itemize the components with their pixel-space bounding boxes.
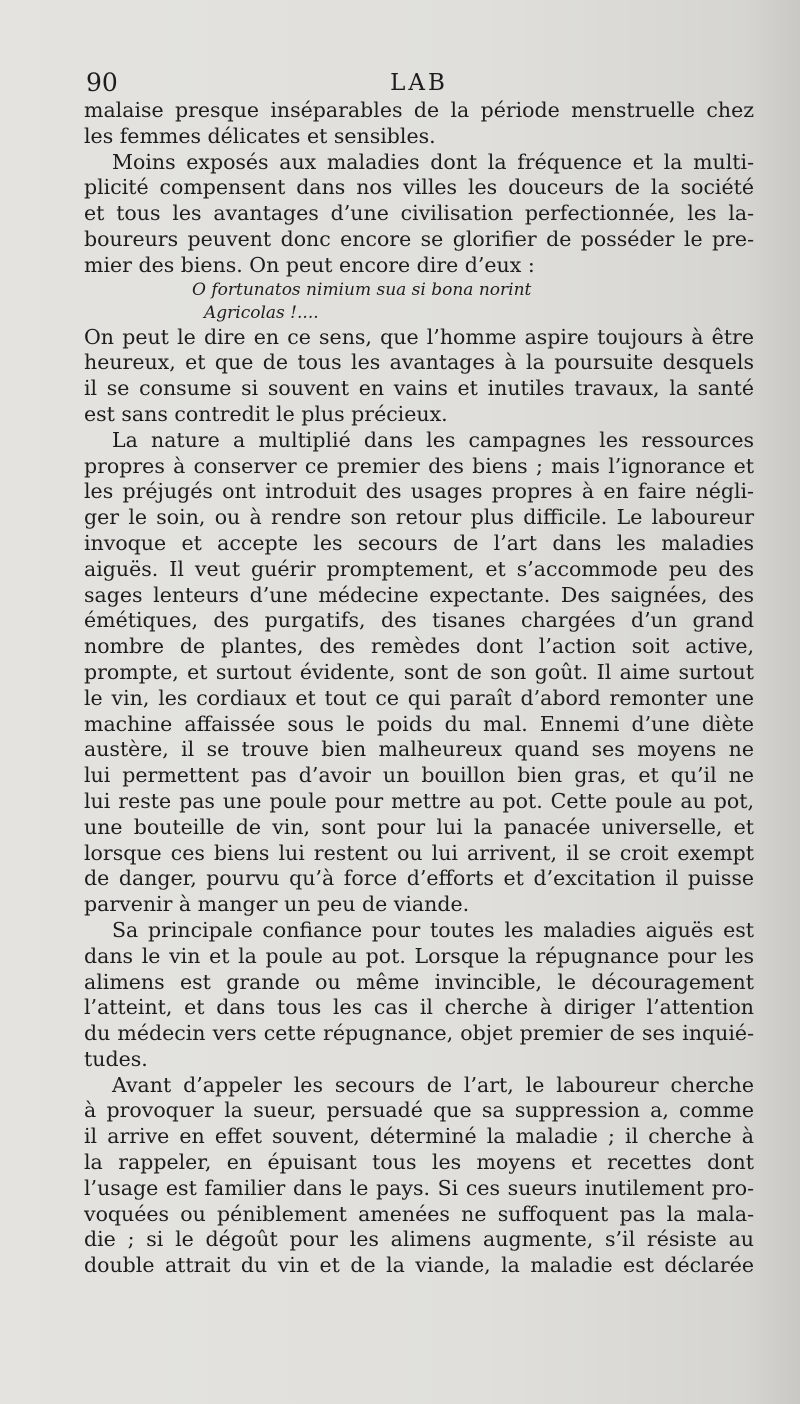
text-line: est sans contredit le plus précieux.	[84, 401, 448, 426]
text-line: et tous les avantages d’une civilisation perfectionnée, les la-	[84, 201, 754, 226]
quotation-line: Agricolas !....	[204, 302, 319, 323]
page-number: 90	[86, 68, 118, 97]
text-line: sages lenteurs d’une médecine expectante. Des saignées, des	[84, 582, 754, 607]
text-line: lui permettent pas d’avoir un bouillon bien gras, et qu’il ne	[84, 763, 754, 788]
text-line: boureurs peuvent donc encore se glorifier de posséder le pre-	[84, 226, 754, 251]
text-line: lorsque ces biens lui restent ou lui arrivent, il se croit exempt	[84, 840, 754, 865]
text-line: mier des biens. On peut encore dire d’eux :	[84, 252, 535, 277]
text-line: double attrait du vin et de la viande, la maladie est déclarée	[84, 1253, 754, 1278]
text-line: On peut le dire en ce sens, que l’homme aspire toujours à être	[84, 324, 754, 349]
text-line: La nature a multiplié dans les campagnes les ressources	[112, 427, 754, 452]
text-line: parvenir à manger un peu de viande.	[84, 892, 470, 917]
text-line: voquées ou péniblement amenées ne suffoquent pas la mala-	[84, 1201, 754, 1226]
text-line: heureux, et que de tous les avantages à la poursuite desquels	[84, 350, 754, 375]
text-line: Avant d’appeler les secours de l’art, le laboureur cherche	[112, 1072, 754, 1097]
text-line: le vin, les cordiaux et tout ce qui paraît d’abord remonter une	[84, 685, 754, 710]
text-line: dans le vin et la poule au pot. Lorsque la répugnance pour les	[84, 943, 754, 968]
text-line: austère, il se trouve bien malheureux quand ses moyens ne	[84, 737, 754, 762]
text-line: prompte, et surtout évidente, sont de son goût. Il aime surtout	[84, 659, 754, 684]
text-line: nombre de plantes, des remèdes dont l’action soit active,	[84, 634, 754, 659]
text-line: machine affaissée sous le poids du mal. Ennemi d’une diète	[84, 711, 754, 736]
text-line: les femmes délicates et sensibles.	[84, 123, 436, 148]
running-head: LAB	[390, 70, 448, 96]
quotation-line: O fortunatos nimium sua si bona norint	[192, 279, 532, 300]
text-line: il se consume si souvent en vains et inutiles travaux, la santé	[84, 376, 754, 401]
text-line: plicité compensent dans nos villes les douceurs de la société	[84, 175, 754, 200]
text-line: Moins exposés aux maladies dont la fréquence et la multi-	[112, 149, 754, 174]
text-line: ger le soin, ou à rendre son retour plus difficile. Le laboureur	[84, 505, 754, 530]
text-line: l’atteint, et dans tous les cas il cherche à diriger l’attention	[84, 995, 754, 1020]
text-line: invoque et accepte les secours de l’art dans les maladies	[84, 530, 754, 555]
text-line: l’usage est familier dans le pays. Si ces sueurs inutilement pro-	[84, 1175, 754, 1200]
body-text	[84, 98, 754, 1279]
page-header	[86, 68, 752, 98]
text-line: une bouteille de vin, sont pour lui la panacée universelle, et	[84, 814, 754, 839]
text-line: aiguës. Il veut guérir promptement, et s’accommode peu des	[84, 556, 754, 581]
text-line: Sa principale confiance pour toutes les maladies aiguës est	[112, 917, 754, 942]
text-line: il arrive en effet souvent, déterminé la maladie ; il cherche à	[84, 1124, 754, 1149]
text-line: les préjugés ont introduit des usages propres à en faire négli-	[84, 479, 754, 504]
text-line: malaise presque inséparables de la période menstruelle chez	[84, 98, 754, 122]
text-line: la rappeler, en épuisant tous les moyens et recettes dont	[84, 1150, 754, 1175]
text-line: lui reste pas une poule pour mettre au pot. Cette poule au pot,	[84, 788, 754, 813]
text-line: à provoquer la sueur, persuadé que sa suppression a, comme	[84, 1098, 754, 1123]
text-line: die ; si le dégoût pour les alimens augmente, s’il résiste au	[84, 1227, 754, 1252]
text-line: émétiques, des purgatifs, des tisanes chargées d’un grand	[84, 608, 754, 633]
text-line: propres à conserver ce premier des biens ; mais l’ignorance et	[84, 453, 754, 478]
text-line: tudes.	[84, 1046, 148, 1071]
text-line: du médecin vers cette répugnance, objet premier de ses inquié-	[84, 1021, 754, 1046]
text-line: de danger, pourvu qu’à force d’efforts et d’excitation il puisse	[84, 866, 754, 891]
text-line: alimens est grande ou même invincible, le découragement	[84, 969, 754, 994]
